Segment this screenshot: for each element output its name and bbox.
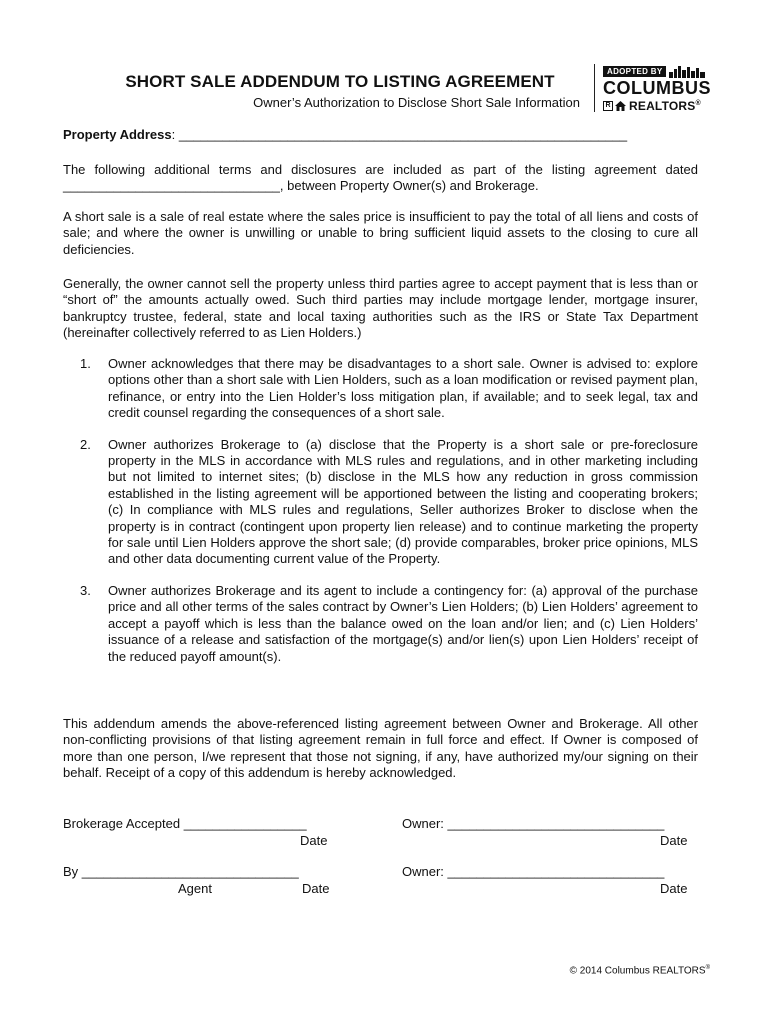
list-item-text: Owner authorizes Brokerage to (a) disclose that the Property is a short sale or pre-foreclosure property in the MLS in accordance with MLS rules and regulations, and in other marketing including but not limited to internet sites; (b) disclose in the MLS how any reduction in gross commission established in the listing agreement will be apportioned between the listing and cooperating brokers; (c) In compliance with MLS rules and regulations, Seller authorizes Broker to disclose when the property is in contract (contingent upon property lien release) and to continue marketing the property for sale until Lien Holders approve the short sale; (d) provide comparables, broker price opinions, MLS and other data documenting current value of the Property. <box>108 436 698 567</box>
property-address-colon: : <box>171 127 176 142</box>
house-icon <box>615 101 626 111</box>
logo-divider <box>594 64 595 112</box>
adopted-by-label: ADOPTED BY <box>603 66 666 77</box>
agent-signature-line[interactable]: By ______________________________ <box>63 864 299 879</box>
property-address-blank[interactable]: ______________________________________________________________ <box>175 127 628 142</box>
list-item-number: 2. <box>80 436 91 452</box>
document-title: SHORT SALE ADDENDUM TO LISTING AGREEMENT <box>125 72 555 91</box>
agent-label: Agent <box>178 881 212 896</box>
owner2-date-label: Date <box>660 881 688 896</box>
logo-columbus: COLUMBUS <box>603 78 711 98</box>
closing-paragraph: This addendum amends the above-referenced listing agreement between Owner and Brokerage. All other non-conflicting provisions of that listing agreement remain in full force and effect. If Owner is composed of more than one person, I/we represent that those not signing, if any, have authorized my/our signing on their behalf. Receipt of a copy of this addendum is hereby acknowledged. <box>63 716 698 781</box>
list-item <box>80 583 698 665</box>
list-item-number: 3. <box>80 582 91 598</box>
list-item-text: Owner acknowledges that there may be disadvantages to a short sale. Owner is advised to: explore options other than a short sale with Lien Holders, such as a loan modification or revised payment plan, refinance, or entry into the Lien Holder’s loss mitigation plan, if available; and to seek legal, tax and credit counsel regarding the consequences of a short sale. <box>108 356 698 421</box>
agent-date-label: Date <box>302 881 330 896</box>
skyline-icon <box>669 66 709 78</box>
owner-signature-line-2[interactable]: Owner: ______________________________ <box>402 864 665 879</box>
definition-paragraph: A short sale is a sale of real estate where the sales price is insufficient to pay the total of all liens and costs of sale; and where the owner is unwilling or unable to bring sufficient liquid assets to the closing to cure all deficiencies. <box>63 209 698 257</box>
list-item <box>80 356 698 422</box>
terms-list <box>80 356 698 680</box>
list-item-text: Owner authorizes Brokerage and its agent to include a contingency for: (a) approval of the purchase price and all other terms of the sales contract by Owner’s Lien Holders; (b) Lien Holders’ agreement to accept a payoff which is less than the balance owed on the loan and/or lien; and (c) Lien Holders’ issuance of a release and satisfaction of the mortgage(s) and/or lien(s) upon Lien Holders’ receipt of the reduced payoff amount(s). <box>108 582 698 664</box>
logo-realtors: REALTORS® <box>629 99 701 113</box>
property-address-label: Property Address <box>63 127 172 142</box>
brokerage-accepted-line[interactable]: Brokerage Accepted _________________ <box>63 816 307 831</box>
intro-paragraph: The following additional terms and disclosures are included as part of the listing agreement dated ______________________________, between Property Owner(s) and Brokerage. <box>63 162 698 194</box>
columbus-realtors-logo <box>603 66 713 112</box>
list-item <box>80 437 698 568</box>
copyright-footer: © 2014 Columbus REALTORS® <box>569 965 710 977</box>
general-paragraph: Generally, the owner cannot sell the property unless third parties agree to accept payment that is less than or “short of” the amounts actually owed. Such third parties may include mortgage lender, mortgage insurer, bankruptcy trustee, federal, state and local taxing authorities such as the IRS or State Tax Department (hereinafter collectively referred to as Lien Holders.) <box>63 276 698 341</box>
owner1-date-label: Date <box>660 833 688 848</box>
owner-signature-line-1[interactable]: Owner: ______________________________ <box>402 816 665 831</box>
document-subtitle: Owner’s Authorization to Disclose Short Sale Information <box>253 95 580 110</box>
brokerage-date-label: Date <box>300 833 328 848</box>
list-item-number: 1. <box>80 356 91 371</box>
realtor-r-icon: R <box>603 101 613 111</box>
logo-realtors-row <box>603 99 701 113</box>
property-address-line <box>63 127 698 143</box>
